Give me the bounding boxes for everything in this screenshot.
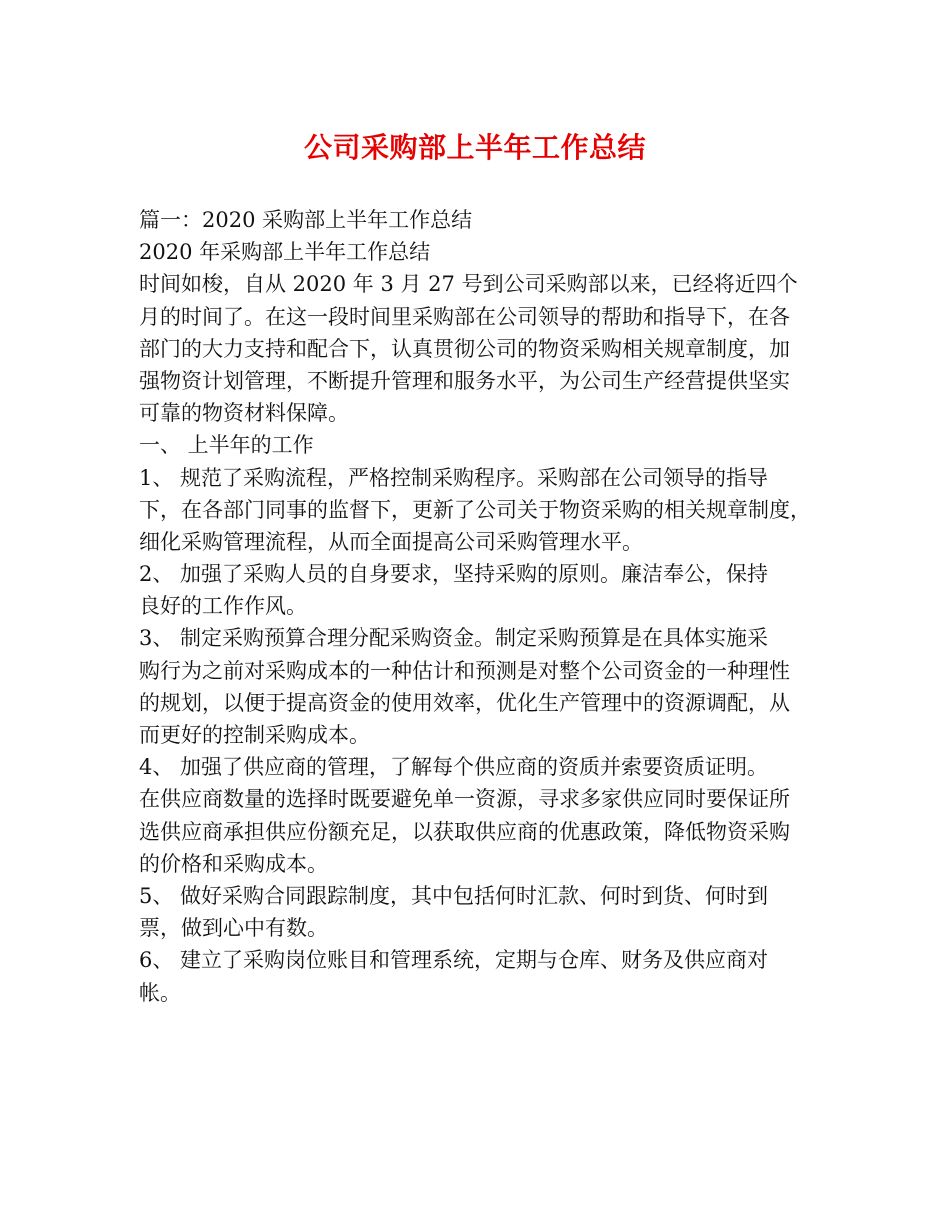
item-1-line: 1、 规范了采购流程，严格控制采购程序。采购部在公司领导的指导 bbox=[139, 465, 769, 490]
item-5-line: 票，做到心中有数。 bbox=[139, 916, 328, 941]
subtitle-line: 2020 年采购部上半年工作总结 bbox=[139, 240, 431, 265]
item-3-line: 3、 制定采购预算合理分配采购资金。制定采购预算是在具体实施采 bbox=[139, 626, 769, 651]
document-body bbox=[139, 204, 819, 1009]
paragraph-line: 时间如梭，自从 2020 年 3 月 27 号到公司采购部以来，已经将近四个 bbox=[139, 272, 798, 297]
item-6-line: 帐。 bbox=[139, 980, 181, 1005]
paragraph-line: 可靠的物资材料保障。 bbox=[139, 401, 349, 426]
item-1-line: 下，在各部门同事的监督下，更新了公司关于物资采购的相关规章制度， bbox=[139, 497, 811, 522]
paragraph-line: 月的时间了。在这一段时间里采购部在公司领导的帮助和指导下，在各 bbox=[139, 304, 790, 329]
item-4-line: 4、 加强了供应商的管理，了解每个供应商的资质并索要资质证明。 bbox=[139, 755, 769, 780]
item-6-line: 6、 建立了采购岗位账目和管理系统，定期与仓库、财务及供应商对 bbox=[139, 948, 769, 973]
item-1-line: 细化采购管理流程，从而全面提高公司采购管理水平。 bbox=[139, 529, 643, 554]
item-5-line: 5、 做好采购合同跟踪制度，其中包括何时汇款、何时到货、何时到 bbox=[139, 883, 769, 908]
paragraph-line: 部门的大力支持和配合下，认真贯彻公司的物资采购相关规章制度，加 bbox=[139, 336, 790, 361]
item-3-line: 购行为之前对采购成本的一种估计和预测是对整个公司资金的一种理性 bbox=[139, 658, 790, 683]
document-title: 公司采购部上半年工作总结 bbox=[303, 131, 646, 164]
heading-line: 一、 上半年的工作 bbox=[139, 433, 314, 458]
section-heading: 篇一：2020 采购部上半年工作总结 bbox=[139, 208, 473, 232]
paragraph-line: 强物资计划管理，不断提升管理和服务水平，为公司生产经营提供坚实 bbox=[139, 368, 790, 393]
item-4-line: 在供应商数量的选择时既要避免单一资源，寻求多家供应同时要保证所 bbox=[139, 787, 790, 812]
item-4-line: 选供应商承担供应份额充足，以获取供应商的优惠政策，降低物资采购 bbox=[139, 819, 790, 844]
item-3-line: 的规划，以便于提高资金的使用效率，优化生产管理中的资源调配，从 bbox=[139, 690, 790, 715]
item-2-line: 良好的工作作风。 bbox=[139, 594, 307, 619]
item-3-line: 而更好的控制采购成本。 bbox=[139, 723, 370, 747]
item-4-line: 的价格和采购成本。 bbox=[139, 851, 328, 876]
item-2-line: 2、 加强了采购人员的自身要求，坚持采购的原则。廉洁奉公，保持 bbox=[139, 562, 769, 587]
